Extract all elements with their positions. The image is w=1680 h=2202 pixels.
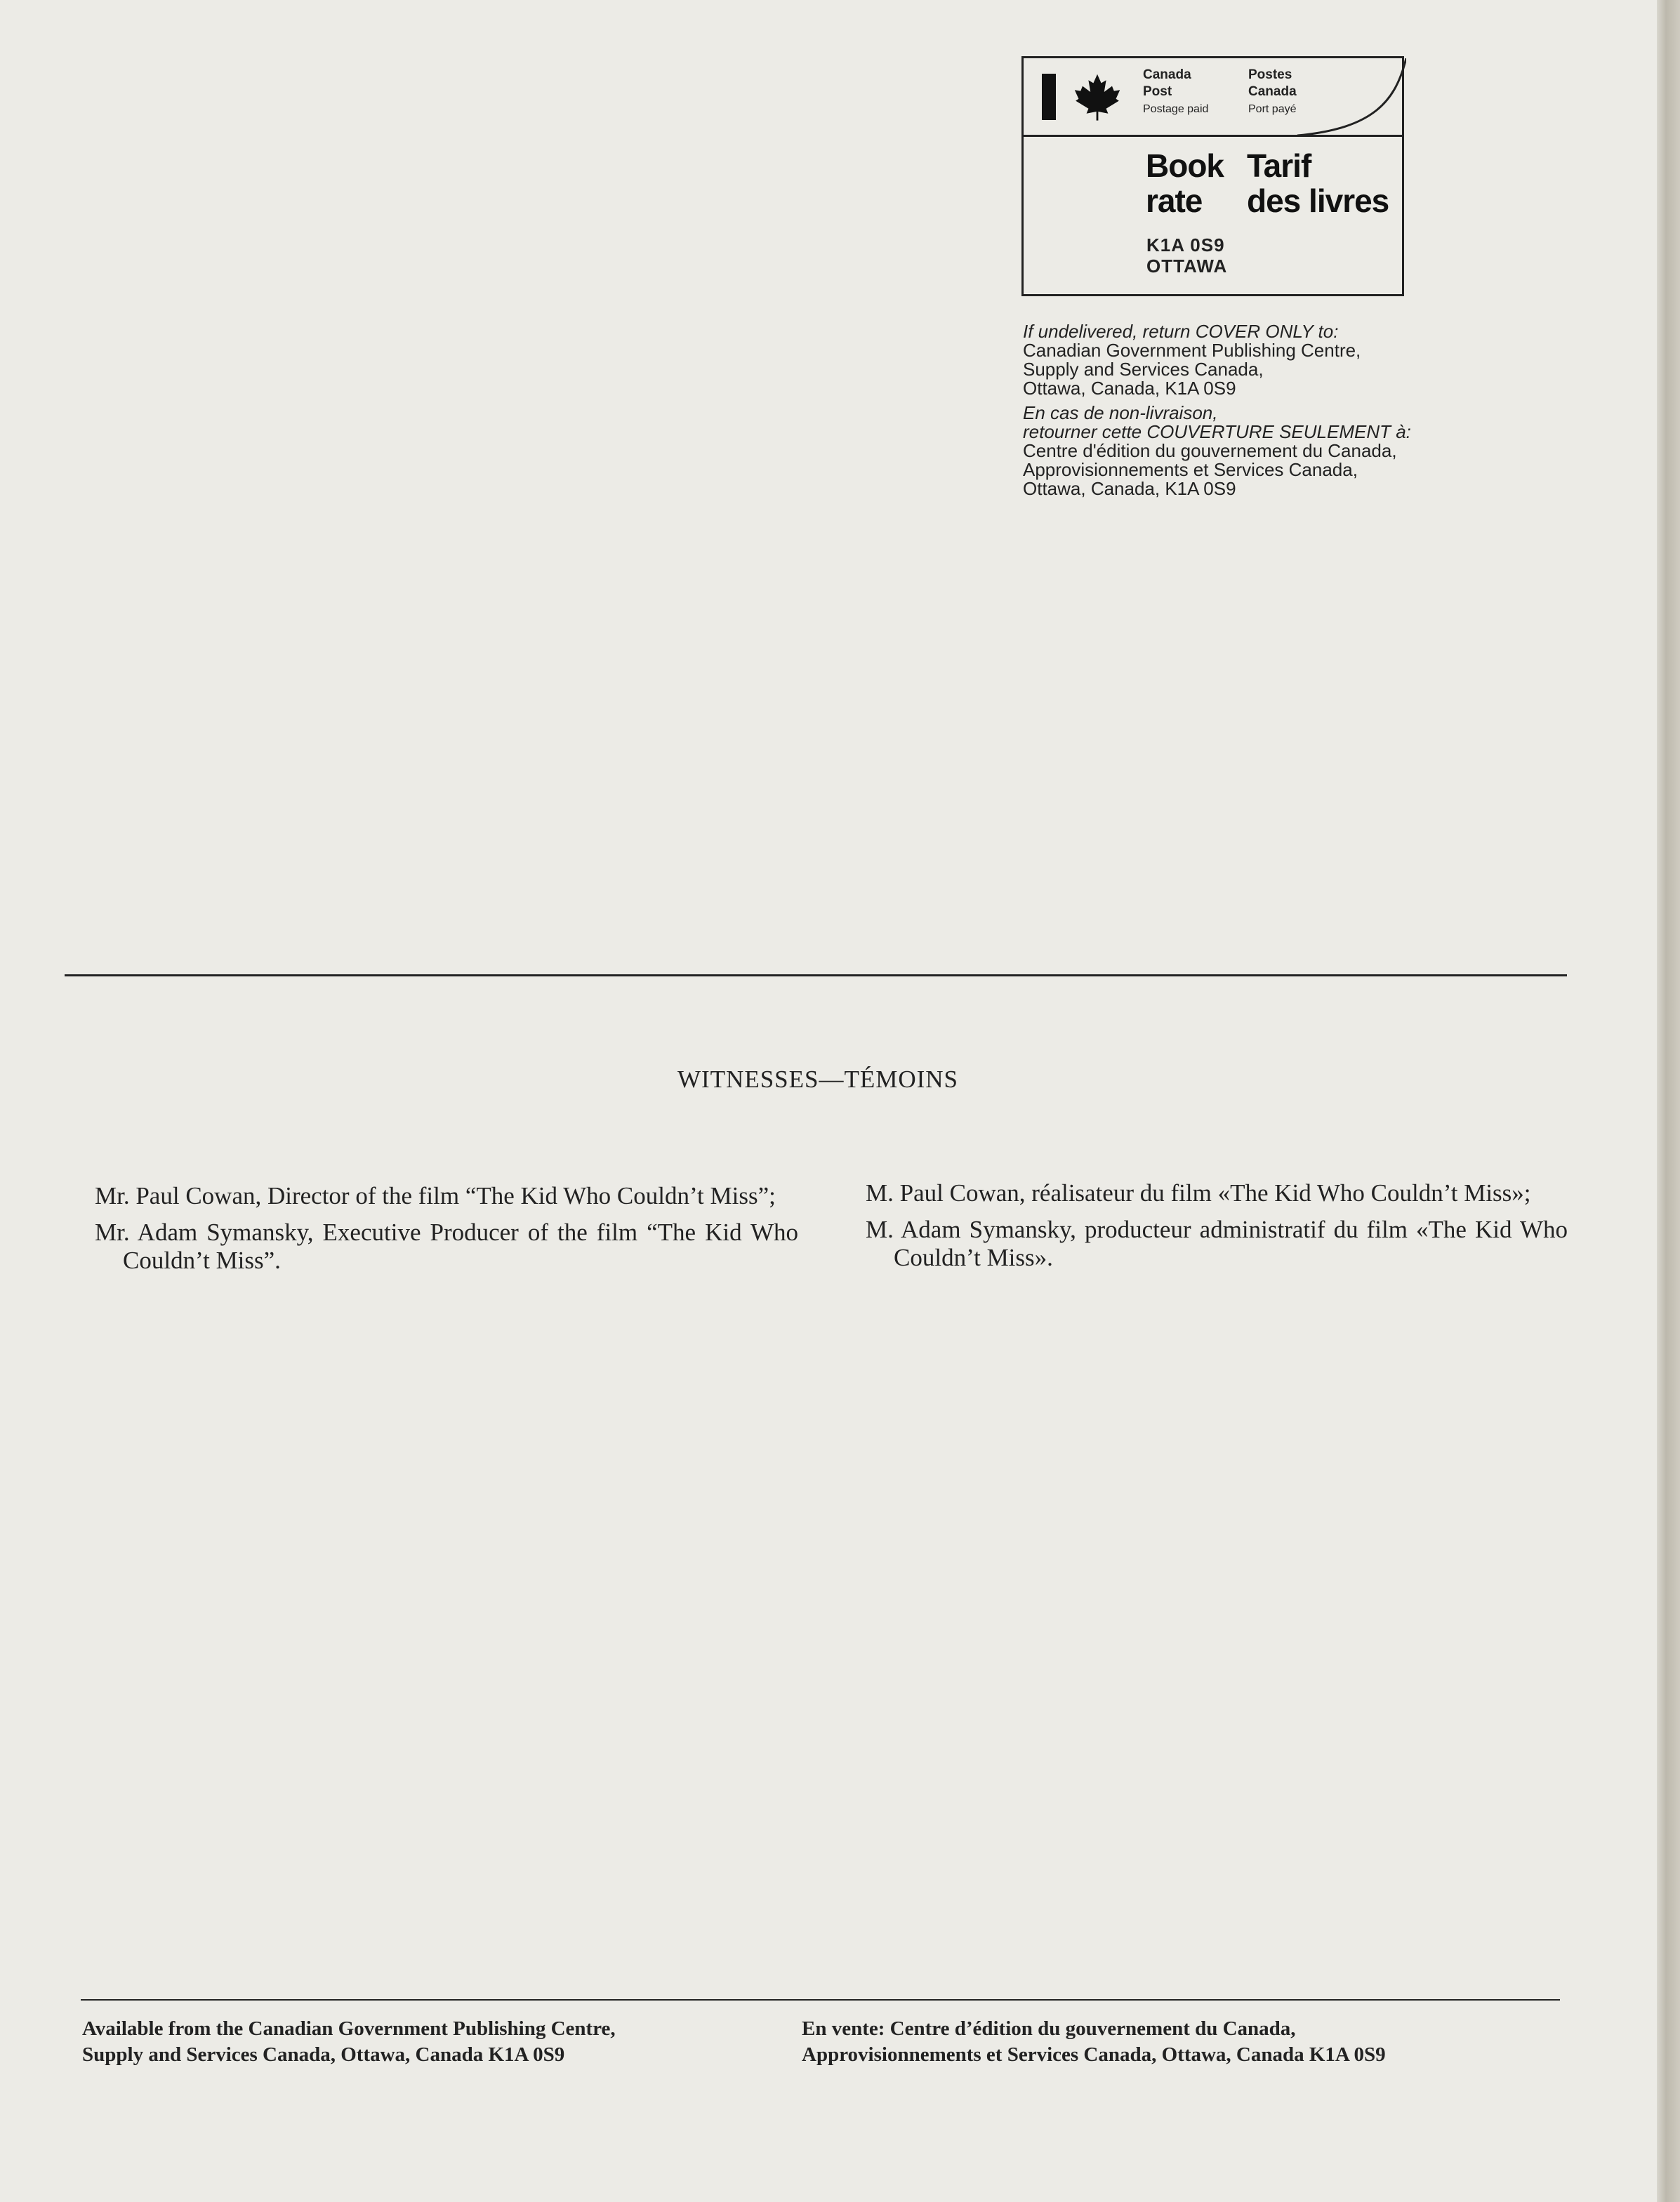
book-rate-fr <box>1247 148 1389 218</box>
return-instruction-fr: retourner cette COUVERTURE SEULEMENT à: <box>1023 421 1411 442</box>
postage-indicia <box>1021 56 1404 296</box>
return-address-line: Canadian Government Publishing Centre, <box>1023 340 1361 361</box>
footer-line: En vente: Centre d’édition du gouvernement du Canada, <box>802 2017 1296 2040</box>
des-livres-text: des livres <box>1247 183 1389 219</box>
postes-text: Postes <box>1248 67 1292 82</box>
return-address-line: Approvisionnements et Services Canada, <box>1023 459 1358 480</box>
maple-leaf-icon <box>1073 72 1122 121</box>
footer-line: Approvisionnements et Services Canada, Ottawa, Canada K1A 0S9 <box>802 2043 1386 2066</box>
tarif-text: Tarif <box>1247 147 1311 184</box>
city-name: OTTAWA <box>1146 256 1228 277</box>
book-rate-en <box>1146 148 1224 218</box>
witness-entry: Mr. Adam Symansky, Executive Producer of the film “The Kid Who Couldn’t Miss”. <box>95 1219 798 1274</box>
footer-divider <box>81 1999 1560 2001</box>
canada-text: Canada <box>1143 67 1191 82</box>
book-text: Book <box>1146 147 1224 184</box>
postage-english-label <box>1143 67 1208 119</box>
return-instruction-fr: En cas de non-livraison, <box>1023 402 1218 423</box>
footer-line: Supply and Services Canada, Ottawa, Canada K1A 0S9 <box>82 2043 565 2066</box>
witness-entry: M. Adam Symansky, producteur administratif du film «The Kid Who Couldn’t Miss». <box>866 1216 1568 1271</box>
footer-english <box>82 2016 616 2068</box>
witness-entry: Mr. Paul Cowan, Director of the film “The Kid Who Couldn’t Miss”; <box>95 1182 776 1209</box>
postage-paid-text: Postage paid <box>1143 103 1209 115</box>
return-address-line: Ottawa, Canada, K1A 0S9 <box>1023 478 1236 499</box>
witness-entry: M. Paul Cowan, réalisateur du film «The Kid Who Couldn’t Miss»; <box>866 1179 1531 1207</box>
return-address-line: Ottawa, Canada, K1A 0S9 <box>1023 378 1236 399</box>
port-paye-text: Port payé <box>1248 103 1297 115</box>
return-address <box>1023 322 1411 498</box>
footer-line: Available from the Canadian Government Publishing Centre, <box>82 2017 616 2040</box>
canada-fr-text: Canada <box>1248 84 1297 99</box>
postage-header <box>1024 58 1402 137</box>
witnesses-french <box>866 1179 1568 1280</box>
return-address-line: Centre d'édition du gouvernement du Canada, <box>1023 440 1397 461</box>
postal-code: K1A 0S9 <box>1146 234 1225 256</box>
post-text: Post <box>1143 84 1172 99</box>
return-instruction-en: If undelivered, return COVER ONLY to: <box>1023 321 1339 342</box>
rate-text: rate <box>1146 183 1203 219</box>
section-divider <box>65 974 1567 976</box>
page-edge <box>1657 0 1680 2202</box>
return-address-line: Supply and Services Canada, <box>1023 359 1264 380</box>
witnesses-english <box>95 1182 798 1283</box>
postage-french-label <box>1248 67 1297 119</box>
flag-bar-icon <box>1042 74 1056 120</box>
footer-french <box>802 2016 1386 2068</box>
witnesses-heading: WITNESSES—TÉMOINS <box>677 1066 959 1093</box>
